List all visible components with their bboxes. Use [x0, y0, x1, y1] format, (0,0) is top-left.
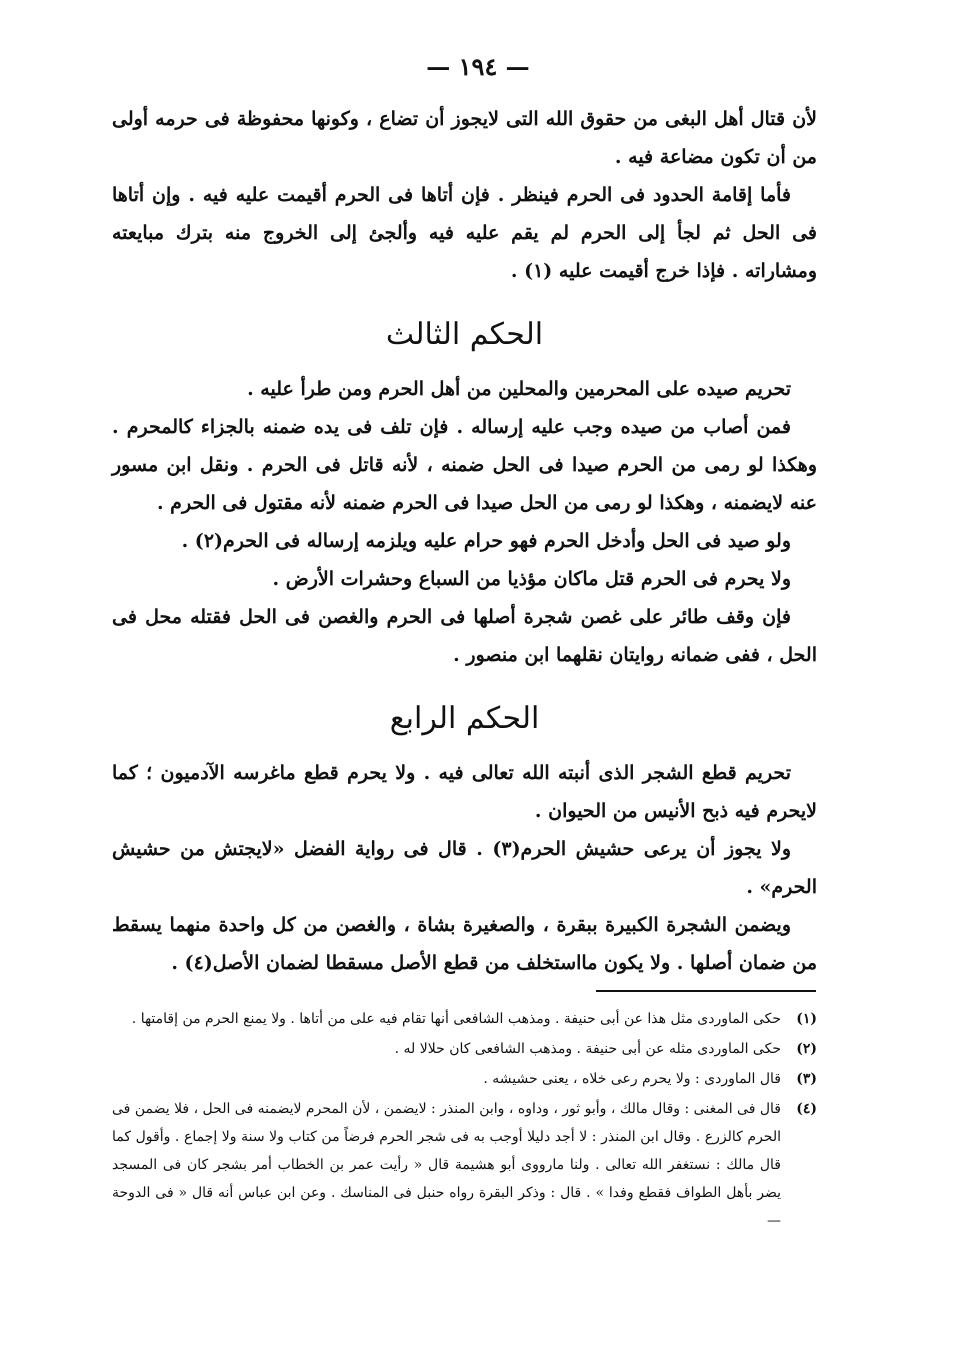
- section-heading: الحكم الثالث: [385, 317, 544, 352]
- section-heading: الحكم الرابع: [389, 701, 540, 736]
- paragraph: لأن قتال أهل البغى من حقوق الله التى لايجوز أن تضاع ، وكونها محفوظة فى حرمه أولى من أن تكون مضاعة فيه .: [112, 108, 817, 168]
- paragraph: تحريم قطع الشجر الذى أنبته الله تعالى فيه . ولا يحرم قطع ماغرسه الآدميون ؛ كما لايحرم فيه ذبح الأنيس من الحيوان .: [112, 762, 817, 822]
- footnote: [112, 1005, 817, 1033]
- paragraph: ولا يحرم فى الحرم قتل ماكان مؤذيا من السباع وحشرات الأرض .: [272, 568, 791, 590]
- footnote-divider: [596, 990, 816, 992]
- footnote: [112, 1065, 817, 1093]
- paragraph: فمن أصاب من صيده وجب عليه إرساله . فإن تلف فى يده ضمنه بالجزاء كالمحرم . وهكذا لو رمى من الحرم صيدا فى الحل ضمنه ، لأنه قاتل فى الحرم . ونقل ابن مسور عنه لايضمنه ، وهكذا لو رمى من الحل صيدا فى الحرم ضمنه لأنه مقتول فى الحرم .: [112, 416, 817, 514]
- footnote: [112, 1035, 817, 1063]
- main-text: [112, 100, 817, 982]
- paragraph: ولا يجوز أن يرعى حشيش الحرم(٣) . قال فى رواية الفضل «لايجتش من حشيش الحرم» .: [112, 838, 817, 898]
- footnote-number: (٤): [796, 1101, 817, 1117]
- footnote-text: حكى الماوردى مثل هذا عن أبى حنيفة . ومذهب الشافعى أنها تقام فيه على من أتاها . ولا يمنع الحرم من إقامتها .: [131, 1011, 781, 1027]
- paragraph: تحريم صيده على المحرمين والمحلين من أهل الحرم ومن طرأ عليه .: [247, 378, 791, 400]
- paragraph: ويضمن الشجرة الكبيرة ببقرة ، والصغيرة بشاة ، والغصن من كل واحدة منهما يسقط من ضمان أصلها . ولا يكون مااستخلف من قطع الأصل مسقطا لضمان الأصل(٤) .: [112, 914, 817, 974]
- paragraph: فإن وقف طائر على غصن شجرة أصلها فى الحرم والغصن فى الحل فقتله محل فى الحل ، ففى ضمانه روايتان نقلهما ابن منصور .: [112, 606, 817, 666]
- footnote-text: قال الماوردى : ولا يحرم رعى خلاه ، يعنى حشيشه .: [483, 1071, 781, 1087]
- footnote-number: (٣): [796, 1071, 817, 1087]
- footnote-text: قال فى المغنى : وقال مالك ، وأبو ثور ، وداوه ، وابن المنذر : لايضمن ، لأن المحرم لايضمنه فى الحل ، فلا يضمن فى الحرم كالزرع . وقال ابن المنذر : لا أجد دليلا أوجب به فى شجر الحرم فرضاً من كتاب ولا سنة ولا إجماع . وأقول كما قال مالك : نستغفر الله تعالى . ولنا مارووى أبو هشيمة قال « رأيت عمر بن الخطاب أمر بشجر كان فى المسجد يضر بأهل الطواف فقطع وفدا » . قال : وذكر البقرة رواه حنبل فى المناسك . وعن ابن عباس أنه قال « فى الدوحة —: [112, 1101, 781, 1229]
- footnote-text: حكى الماوردى مثله عن أبى حنيفة . ومذهب الشافعى كان حلالا له .: [394, 1041, 781, 1057]
- footnote: [112, 1095, 817, 1235]
- paragraph: فأما إقامة الحدود فى الحرم فينظر . فإن أتاها فى الحرم أقيمت عليه فيه . وإن أتاها فى الحل ثم لجأ إلى الحرم لم يقم عليه فيه وألجئ إلى الخروج منه بترك مبايعته ومشاراته . فإذا خرج أقيمت عليه (١) .: [112, 184, 817, 282]
- footnote-number: (١): [796, 1011, 817, 1027]
- paragraph: ولو صيد فى الحل وأدخل الحرم فهو حرام عليه ويلزمه إرساله فى الحرم(٢) .: [181, 530, 791, 552]
- footnote-number: (٢): [796, 1041, 817, 1057]
- page-number: — ١٩٤ —: [426, 52, 530, 81]
- footnotes: [112, 1005, 817, 1237]
